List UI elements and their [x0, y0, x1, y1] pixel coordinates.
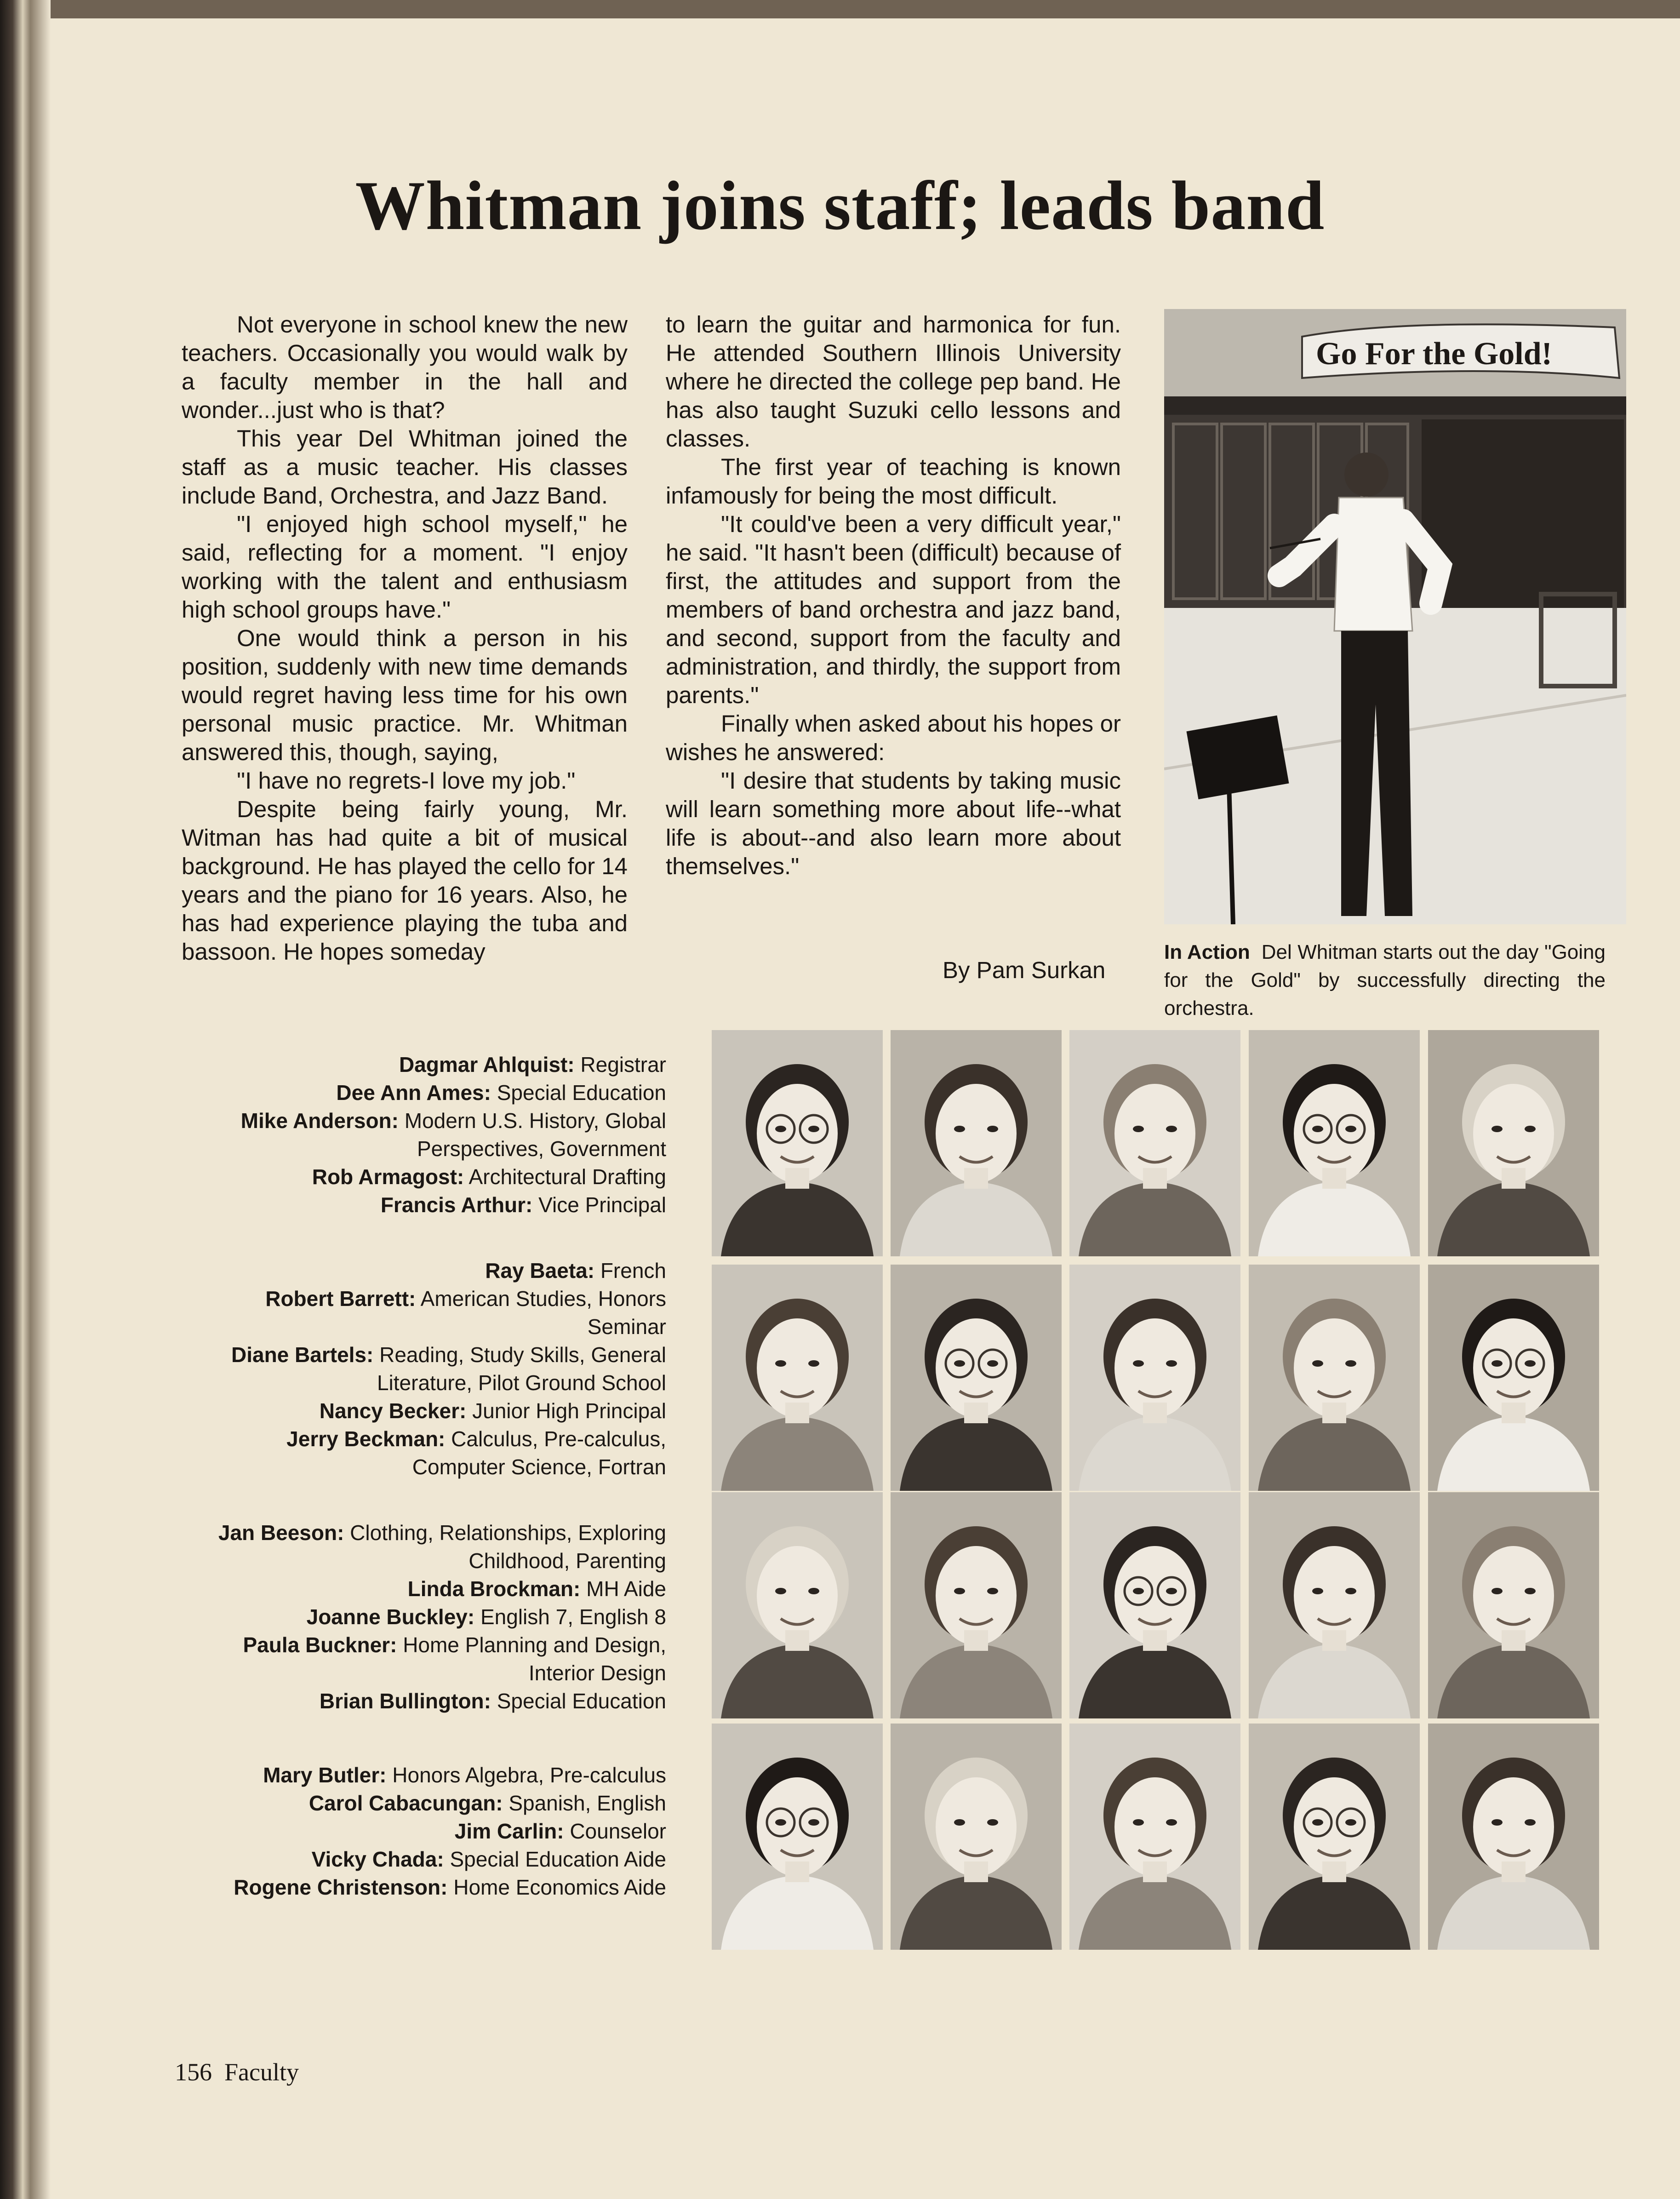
- byline: By Pam Surkan: [943, 957, 1106, 983]
- faculty-portrait: [891, 1265, 1062, 1491]
- article-paragraph: This year Del Whitman joined the staff as a music teacher. His classes include Band, Orchestra, and Jazz Band.: [182, 425, 628, 509]
- faculty-entry: Diane Bartels: Reading, Study Skills, General Literature, Pilot Ground School: [231, 1343, 666, 1395]
- article-paragraph: The first year of teaching is known infamously for being the most difficult.: [666, 454, 1121, 509]
- faculty-entry: Jerry Beckman: Calculus, Pre-calculus, Computer Science, Fortran: [286, 1427, 666, 1479]
- faculty-entry: Jim Carlin: Counselor: [454, 1819, 666, 1843]
- page-footer: [175, 2058, 299, 2086]
- faculty-entry: Jan Beeson: Clothing, Relationships, Exploring Childhood, Parenting: [218, 1521, 666, 1573]
- faculty-entry: Rogene Christenson: Home Economics Aide: [234, 1875, 666, 1899]
- faculty-entry: Robert Barrett: American Studies, Honors Seminar: [265, 1287, 666, 1339]
- photo-banner-text: Go For the Gold!: [1316, 336, 1552, 372]
- photo-caption: [1164, 938, 1606, 1022]
- faculty-entry: Vicky Chada: Special Education Aide: [311, 1847, 666, 1871]
- feature-photo: [1164, 309, 1626, 924]
- faculty-portrait: [712, 1265, 883, 1491]
- faculty-entry: Carol Cabacungan: Spanish, English: [309, 1791, 666, 1815]
- faculty-entry: Mary Butler: Honors Algebra, Pre-calculus: [263, 1763, 666, 1787]
- faculty-entry: Nancy Becker: Junior High Principal: [319, 1399, 666, 1423]
- faculty-entry: Brian Bullington: Special Education: [319, 1689, 666, 1713]
- faculty-portrait: [1249, 1724, 1420, 1950]
- faculty-entry: Ray Baeta: French: [485, 1259, 666, 1283]
- faculty-portrait: [1428, 1724, 1599, 1950]
- article-column-1: [182, 310, 628, 966]
- faculty-entry: Joanne Buckley: English 7, English 8: [306, 1605, 666, 1629]
- faculty-portrait: [1069, 1030, 1240, 1256]
- faculty-portrait: [712, 1030, 883, 1256]
- caption-text: Del Whitman starts out the day "Going for the Gold" by successfully directing the orchestra.: [1164, 941, 1606, 1019]
- article-paragraph: to learn the guitar and harmonica for fun. He attended Southern Illinois University where he directed the college pep band. He has also taught Suzuki cello lessons and classes.: [666, 311, 1121, 452]
- faculty-portrait: [712, 1492, 883, 1718]
- faculty-list-group-3: [206, 1519, 666, 1715]
- faculty-portrait: [1249, 1265, 1420, 1491]
- faculty-list-group-1: [206, 1051, 666, 1219]
- faculty-list-group-4: [206, 1761, 666, 1901]
- faculty-portrait: [1069, 1265, 1240, 1491]
- faculty-portrait: [712, 1724, 883, 1950]
- faculty-entry: Dee Ann Ames: Special Education: [336, 1081, 666, 1105]
- faculty-portrait: [1069, 1492, 1240, 1718]
- article-paragraph: "I enjoyed high school myself," he said, reflecting for a moment. "I enjoy working with the talent and enthusiasm high school groups have.": [182, 511, 628, 623]
- faculty-entry: Francis Arthur: Vice Principal: [380, 1193, 666, 1217]
- caption-label: In Action: [1164, 941, 1250, 963]
- faculty-entry: Rob Armagost: Architectural Drafting: [312, 1165, 666, 1189]
- article-paragraph: Despite being fairly young, Mr. Witman has had quite a bit of musical background. He has played the cello for 14 years and the piano for 16 years. Also, he has had experience playing the tuba and bassoon. He hopes someday: [182, 796, 628, 965]
- faculty-entry: Dagmar Ahlquist: Registrar: [399, 1053, 666, 1077]
- article-paragraph: "It could've been a very difficult year," he said. "It hasn't been (difficult) because of first, the attitudes and support from the members of band orchestra and jazz band, and second, support from the faculty and administration, and thirdly, the support from parents.": [666, 511, 1121, 708]
- faculty-entry: Paula Buckner: Home Planning and Design, Interior Design: [243, 1633, 666, 1685]
- faculty-portrait: [1249, 1030, 1420, 1256]
- book-spine-edge: [0, 0, 51, 2199]
- article-paragraph: "I have no regrets-I love my job.": [237, 767, 576, 794]
- faculty-portrait: [1428, 1492, 1599, 1718]
- article-paragraph: Not everyone in school knew the new teachers. Occasionally you would walk by a faculty member in the hall and wonder...just who is that?: [182, 311, 628, 423]
- page-top-shadow: [51, 0, 1680, 18]
- article-paragraph: Finally when asked about his hopes or wishes he answered:: [666, 710, 1121, 765]
- faculty-portrait: [891, 1724, 1062, 1950]
- faculty-entry: Linda Brockman: MH Aide: [407, 1577, 666, 1601]
- faculty-portrait: [891, 1492, 1062, 1718]
- faculty-portrait: [1428, 1265, 1599, 1491]
- page-number: 156: [175, 2058, 212, 2086]
- faculty-portrait: [1249, 1492, 1420, 1718]
- article-paragraph: "I desire that students by taking music will learn something more about life--what life is about--and also learn more about themselves.": [666, 767, 1121, 879]
- article-column-2: [666, 310, 1121, 881]
- article-paragraph: One would think a person in his position, suddenly with new time demands would regret having less time for his own personal music practice. Mr. Whitman answered this, though, saying,: [182, 625, 628, 765]
- faculty-portrait: [1069, 1724, 1240, 1950]
- section-name: Faculty: [224, 2058, 299, 2086]
- faculty-portrait: [891, 1030, 1062, 1256]
- faculty-entry: Mike Anderson: Modern U.S. History, Global Perspectives, Government: [240, 1109, 666, 1161]
- faculty-list-group-2: [206, 1257, 666, 1481]
- faculty-portrait: [1428, 1030, 1599, 1256]
- page-title: Whitman joins staff; leads band: [355, 167, 1325, 244]
